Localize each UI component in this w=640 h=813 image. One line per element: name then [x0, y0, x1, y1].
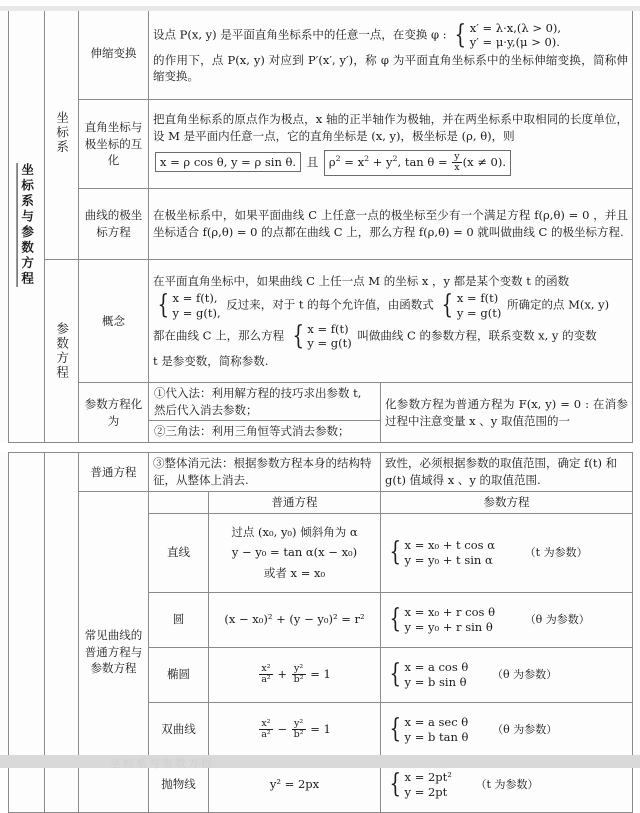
ellipse-frac-2: $\frac{\text{y²}}{\text{b²}}$: [293, 662, 304, 686]
concept-sys3-line2: y = g(t): [307, 336, 352, 351]
concept-sys3-line1: x = f(t): [307, 322, 349, 336]
curve-name-line: 直线: [149, 513, 209, 592]
table-row: [9, 453, 633, 492]
conversion-line-1: 把直角坐标系的原点作为极点，x 轴的正半轴作为极轴，并在两坐标系中取相同的长度单位，设 M 是平面内任意一点，它的直角坐标是 (x, y)，极坐标是 (ρ, θ)，则: [153, 112, 629, 143]
parabola-param-1: x = 2pt²: [404, 770, 452, 785]
table-row: [9, 383, 633, 443]
ellipse-frac-1: $\frac{\text{x²}}{\text{a²}}$: [261, 662, 271, 686]
brace-glyph: {: [389, 537, 402, 568]
brace-glyph: {: [292, 320, 304, 351]
circle-param-note: （θ 为参数）: [524, 612, 590, 626]
table-row: [9, 100, 633, 189]
concept-line-1: 在平面直角坐标中，如果曲线 C 上任一点 M 的坐标 x ，y 都是某个变数 t 的函数: [153, 273, 570, 288]
curve-ordinary-line: [209, 513, 381, 592]
bottom-ghost-text: 坐标系与参数方程: [110, 757, 214, 770]
group-label-parametric: 参数方程: [54, 322, 70, 380]
parabola-param-note: （t 为参数）: [475, 777, 539, 791]
chapter-label: 坐标系与参数方程: [19, 162, 35, 287]
circle-param-system: [387, 605, 495, 634]
page-break-gap: [0, 443, 640, 452]
curve-ordinary-ellipse: [209, 647, 381, 702]
concept-sys2-line2: y = g(t): [456, 305, 502, 320]
conversion-formulas: [153, 149, 628, 177]
curve-ordinary-circle: (x − x₀)² + (y − y₀)² = r²: [209, 592, 381, 647]
convert-note-1: 化参数方程为普通方程为 F(x, y) = 0 : 在消参过程中注意变量 x 、y 取值范围的一: [385, 396, 629, 428]
concept-text-2: 都在曲线 C 上，那么方程: [153, 328, 285, 343]
concept-sys2-line1: x = f(t): [456, 291, 499, 306]
content-scaling-transform: [149, 7, 633, 100]
line-param-1: x = x₀ + t cos α: [404, 538, 495, 553]
curve-name-ellipse: 椭圆: [149, 647, 209, 702]
page-top-edge: [0, 6, 640, 11]
group-label-parametric-cell: [45, 260, 79, 443]
convert-right-cell: [381, 383, 633, 443]
table-row: [9, 189, 633, 260]
hyperbola-op: −: [277, 721, 287, 736]
circle-param-1: x = x₀ + r cos θ: [404, 605, 496, 620]
concept-line-4: t 是参变数，简称参数.: [153, 353, 269, 368]
ellipse-param-2: y = b sin θ: [404, 674, 467, 689]
ellipse-op: +: [277, 666, 287, 681]
scaling-line-1: 设点 P(x, y) 是平面直角坐标系中的任意一点，在变换 φ : { x′ = λ·x,(λ > 0), y′ = μ·y,(μ > 0).: [153, 19, 562, 50]
brace-glyph: {: [454, 19, 467, 50]
concept-system-3: [290, 322, 352, 351]
concept-mid-2: 所确定的点 M(x, y): [506, 297, 610, 312]
hyperbola-param-system: [387, 715, 468, 744]
curve-name-hyperbola: 双曲线: [149, 702, 209, 757]
convert-method-3: ③整体消元法：根据参数方程本身的结构特征，从整体上消去.: [149, 453, 381, 492]
header-parametric-equation: 参数方程: [381, 492, 633, 514]
topic-ordinary-equation: 普通方程: [79, 453, 149, 492]
chapter-label-cell: [9, 7, 45, 443]
fraction-y-over-x: $\frac{y}{x}$: [454, 150, 460, 174]
hyperbola-frac-2: $\frac{\text{y²}}{\text{b²}}$: [293, 717, 304, 741]
line-param-2: y = y₀ + t sin α: [404, 552, 493, 567]
polar-equation-text: 在极坐标系中，如果平面曲线 C 上任意一点的极坐标至少有一个满足方程 f(ρ,θ) = 0 ，并且坐标适合 f(ρ,θ) = 0 的点都在曲线 C 上，那么方程 f(ρ,θ) = 0 就叫做曲线 C 的极坐标方程.: [153, 208, 629, 239]
circle-param-2: y = y₀ + r sin θ: [404, 619, 493, 634]
table-part-one: [8, 6, 633, 443]
brace-glyph: {: [389, 604, 402, 635]
ellipse-param-1: x = a cos θ: [404, 660, 469, 675]
concept-mid-3: 叫做曲线 C 的参数方程，联系变数 x, y 的变数: [357, 328, 597, 343]
content-coordinate-conversion: [149, 100, 633, 189]
formula-box-polar-to-rect: $\rho^2 = x^2 + y^2$, tan θ = $\frac{y}{x}$ (x ≠ 0).: [324, 150, 511, 176]
brace-glyph: {: [157, 290, 170, 321]
curve-param-circle: [381, 592, 633, 647]
curve-ordinary-hyperbola: [209, 702, 381, 757]
document-page: [0, 6, 640, 800]
formula-connector: 且: [306, 154, 319, 169]
concept-line-2: [153, 291, 628, 320]
brace-glyph: {: [441, 290, 454, 321]
topic-common-curves: 常见曲线的普通方程与参数方程: [79, 492, 149, 813]
group-label-coordinate: 坐标系: [54, 111, 70, 155]
scaling-system: [452, 21, 561, 50]
curve-ordinary-parabola: y² = 2px: [209, 757, 381, 812]
ellipse-rhs: = 1: [310, 666, 331, 681]
group-label-coordinate-cell: [45, 7, 79, 260]
line-ordinary-2: y − y₀ = tan α(x − x₀): [231, 545, 358, 560]
scaling-system-line-2: y′ = μ·y,(μ > 0).: [469, 35, 560, 50]
topic-concept: 概念: [79, 260, 149, 383]
concept-sys1-line1: x = f(t),: [172, 291, 218, 306]
concept-system-2: [439, 291, 501, 320]
curve-param-hyperbola: [381, 702, 633, 757]
scaling-system-line-1: x′ = λ·x,(λ > 0),: [469, 20, 562, 35]
topic-coordinate-conversion: 直角坐标与极坐标的互化: [79, 100, 149, 189]
curve-name-circle: 圆: [149, 592, 209, 647]
table-row: [9, 7, 633, 100]
topic-polar-equation: 曲线的极坐标方程: [79, 189, 149, 260]
content-concept: [149, 260, 633, 383]
parabola-param-2: y = 2pt: [404, 784, 448, 799]
hyperbola-param-note: （θ 为参数）: [492, 722, 558, 736]
table-row: [9, 260, 633, 383]
hyperbola-param-1: x = a sec θ: [404, 715, 469, 730]
formula-box-rect-to-polar: x = ρ cos θ, y = ρ sin θ.: [155, 152, 301, 173]
concept-sys1-line2: y = g(t),: [172, 305, 221, 320]
line-ordinary-3: 或者 x = x₀: [263, 566, 326, 581]
ellipse-param-note: （θ 为参数）: [492, 667, 558, 681]
line-ordinary-1: 过点 (x₀, y₀) 倾斜角为 α: [231, 524, 358, 539]
brace-glyph: {: [389, 714, 402, 745]
hyperbola-frac-1: $\frac{\text{x²}}{\text{a²}}$: [261, 717, 271, 741]
concept-system-1: [155, 291, 221, 320]
curve-name-parabola: 抛物线: [149, 757, 209, 812]
brace-glyph: {: [389, 769, 402, 800]
header-ordinary-equation: 普通方程: [209, 492, 381, 514]
convert-note-2: 致性，必须根据参数的取值范围，确定 f(t) 和 g(t) 值域得 x 、y 的取值范围.: [381, 453, 633, 492]
parabola-param-system: [387, 770, 452, 799]
topic-scaling-transform: 伸缩变换: [79, 7, 149, 100]
hyperbola-rhs: = 1: [310, 721, 331, 736]
scaling-line-2: 的作用下，点 P(x, y) 对应到 P′(x′, y′)，称 φ 为平面直角坐标系中的坐标伸缩变换，简称伸缩变换。: [153, 52, 629, 84]
line-param-system: [387, 538, 495, 567]
concept-mid-1: 反过来，对于 t 的每个允许值，由函数式: [226, 297, 434, 312]
ellipse-param-system: [387, 660, 468, 689]
line-param-note: （t 为参数）: [524, 545, 588, 559]
concept-line-3: [153, 322, 628, 351]
content-polar-equation: [149, 189, 633, 260]
hyperbola-param-2: y = b tan θ: [404, 729, 469, 744]
curve-param-line: [381, 513, 633, 592]
header-blank: [149, 492, 209, 514]
topic-convert-to-ordinary: 参数方程化为: [79, 383, 149, 443]
convert-method-1: ①代入法：利用解方程的技巧求出参数 t, 然后代入消去参数；: [149, 383, 380, 421]
brace-glyph: {: [389, 659, 402, 690]
table-row: [9, 492, 633, 514]
convert-method-2: ②三角法：利用三角恒等式消去参数；: [154, 424, 350, 439]
curve-param-ellipse: [381, 647, 633, 702]
convert-left-cell: [149, 383, 381, 443]
